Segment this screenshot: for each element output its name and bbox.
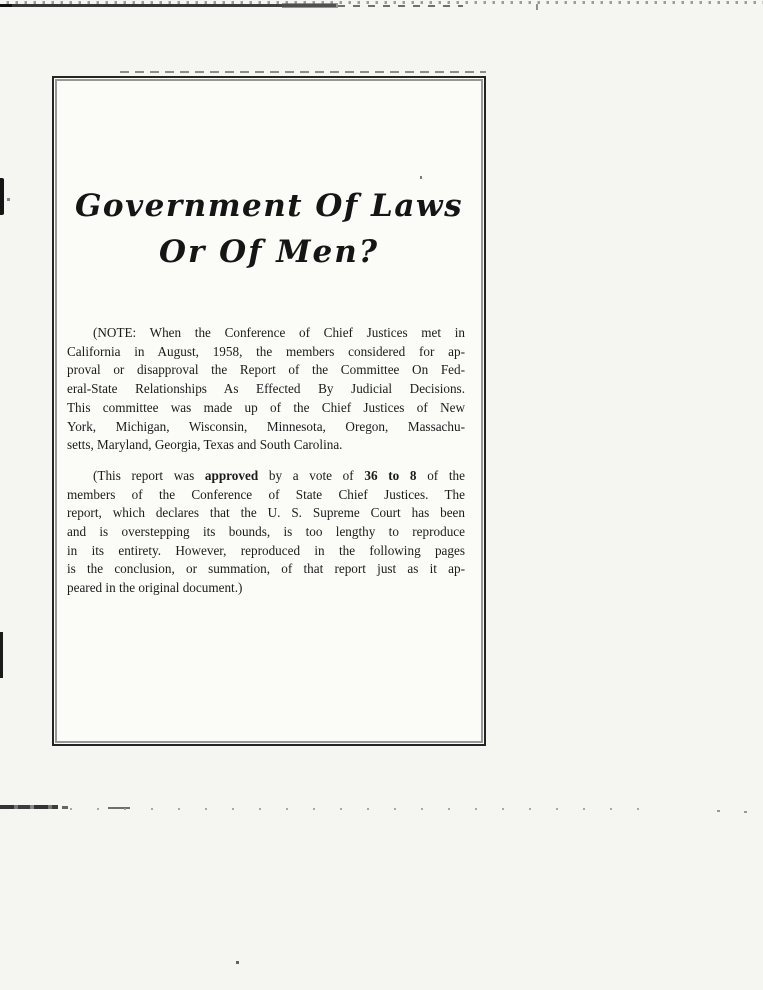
- scan-artifact-speck: [420, 176, 422, 179]
- text-segment: of the: [416, 467, 465, 483]
- scan-artifact-bottom-dot-row: [70, 808, 640, 810]
- scan-artifact-left-mark: [0, 178, 4, 215]
- bold-text-vote-count: 36 to 8: [364, 467, 417, 483]
- document-card: [52, 76, 486, 746]
- text-line: peared in the original document.): [67, 580, 243, 596]
- document-title-line-2: Or Of Men?: [158, 234, 379, 270]
- scan-artifact-top-dashes: [338, 5, 463, 7]
- text-segment: (This report was: [93, 467, 205, 483]
- document-title-line-1: Government Of Laws: [74, 188, 464, 224]
- text-segment: by a vote of: [258, 467, 365, 483]
- text-line: This committee was made up of the Chief Justices of New: [67, 399, 465, 415]
- text-line: York, Michigan, Wisconsin, Minnesota, Oregon, Massachu-: [67, 418, 465, 434]
- text-line: California in August, 1958, the members considered for ap-: [67, 343, 465, 359]
- scan-artifact-speck: [236, 961, 239, 964]
- bold-text-approved: approved: [204, 467, 259, 483]
- scan-artifact-bottom-dot: [744, 811, 747, 813]
- text-line: (NOTE: When the Conference of Chief Justices met in: [93, 325, 465, 340]
- note-text-block: [67, 324, 465, 598]
- scan-artifact-bottom-left-chunk: [0, 805, 58, 809]
- scan-artifact-frame-top-dashes: [120, 71, 486, 73]
- scan-artifact-top-tick: [536, 4, 538, 10]
- text-line: is the conclusion, or summation, of that report just as it ap-: [67, 561, 465, 577]
- scan-artifact-bottom-dot: [717, 810, 720, 812]
- scan-artifact-left-dot: [7, 198, 10, 201]
- text-line: proval or disapproval the Report of the Committee On Fed-: [67, 362, 465, 378]
- text-line: [67, 467, 465, 486]
- scan-artifact-left-mark: [0, 632, 3, 678]
- note-paragraph-2: [67, 467, 465, 598]
- text-line: members of the Conference of State Chief Justices. The: [67, 486, 465, 502]
- text-line: and is overstepping its bounds, is too lengthy to reproduce: [67, 524, 465, 540]
- scan-artifact-top-chunk: [282, 3, 338, 8]
- text-line: report, which declares that the U. S. Supreme Court has been: [67, 505, 465, 521]
- text-line: eral-State Relationships As Effected By Judicial Decisions.: [67, 381, 465, 397]
- note-paragraph-1: [67, 324, 465, 455]
- text-line: in its entirety. However, reproduced in the following pages: [67, 542, 465, 558]
- text-line: setts, Maryland, Georgia, Texas and South Carolina.: [67, 437, 343, 453]
- scan-artifact-bottom-dash: [62, 806, 68, 809]
